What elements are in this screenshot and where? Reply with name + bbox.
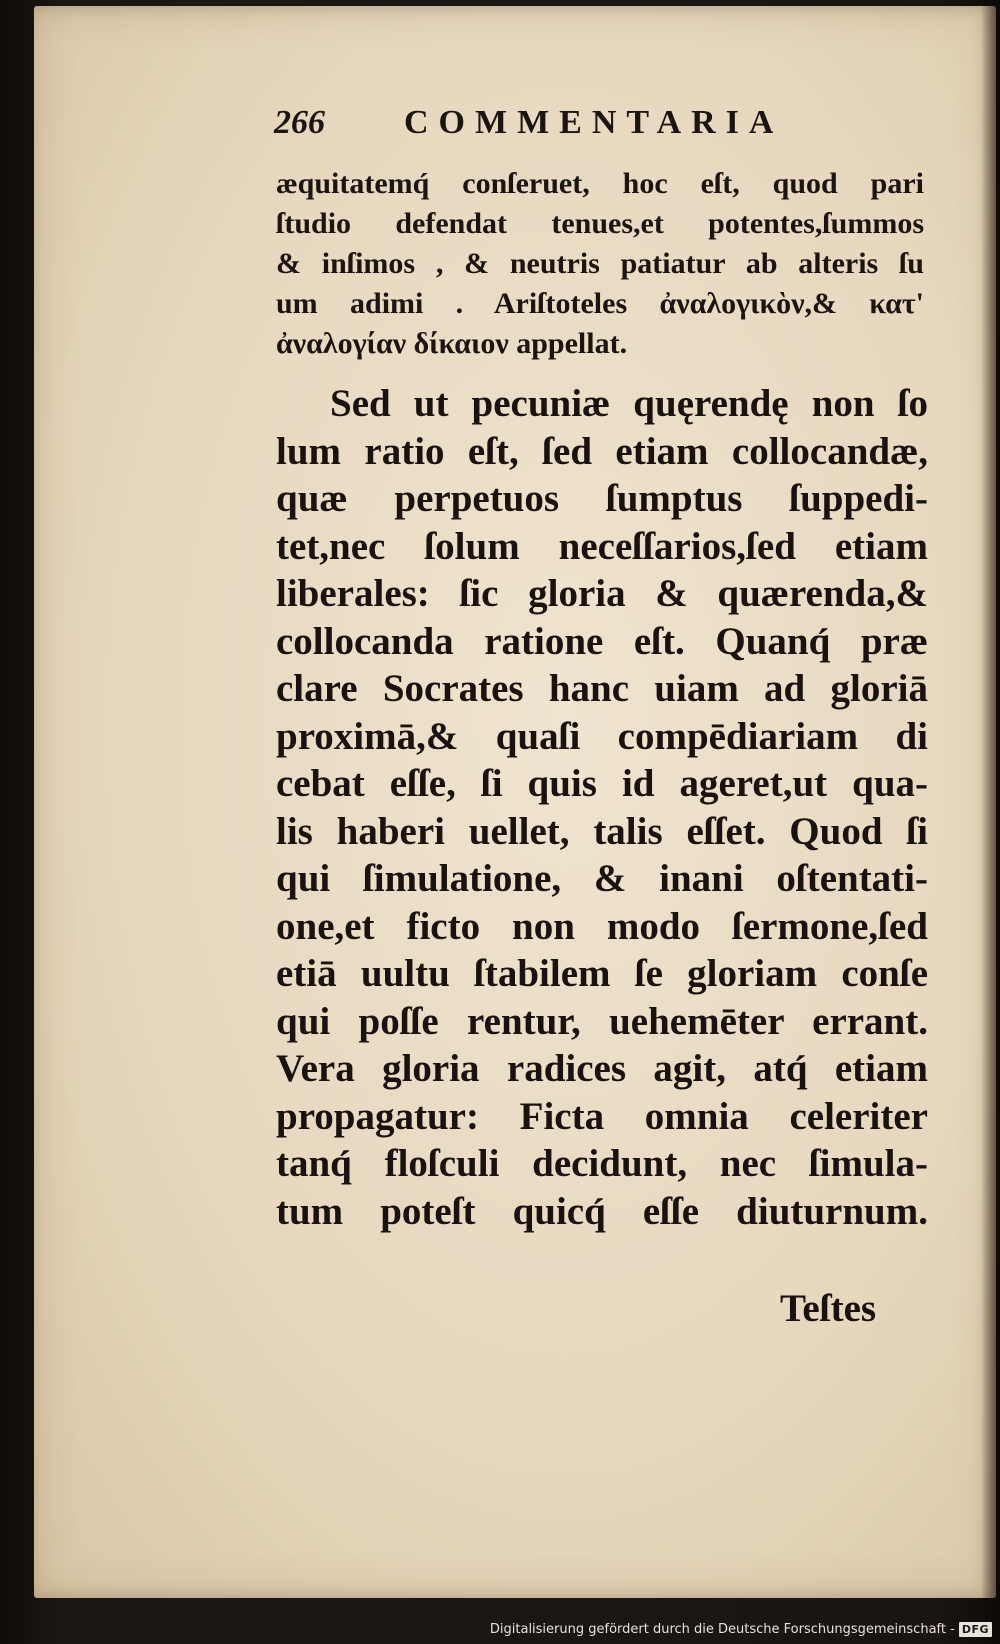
main-text — [276, 380, 928, 1235]
running-head: COMMENTARIA — [404, 104, 784, 141]
page-edge-shadow — [982, 6, 996, 1598]
text-line: quæ perpetuos ſumptus ſuppedi- — [276, 477, 928, 520]
page-number: 266 — [274, 104, 325, 141]
footer-credit: Digitalisierung gefördert durch die Deutsche Forschungsgemeinschaft - — [489, 1621, 955, 1637]
note-line: um adimi . Ariſtoteles ἀναλογικὸν,& κατ' — [276, 287, 924, 320]
digitization-footer — [490, 1618, 992, 1640]
text-line: lis haberi uellet, talis eſſet. Quod ſi — [276, 809, 928, 853]
text-line: propagatur: Ficta omnia celeriter — [276, 1094, 928, 1138]
text-line: liberales: ſic gloria & quærenda,& — [276, 572, 928, 615]
text-line: Vera gloria radices agit, atq́ etiam — [276, 1047, 928, 1090]
note-line: ἀναλογίαν δίκαιον appellat. — [276, 327, 628, 360]
text-line: proximā,& quaſi compēdiariam di — [276, 714, 928, 758]
text-line: collocanda ratione eſt. Quanq́ præ — [276, 619, 928, 663]
text-line: qui ſimulatione, & inani oſtentati- — [276, 857, 928, 900]
text-line: lum ratio eſt, ſed etiam collocandæ, — [276, 429, 928, 473]
text-line: tum poteſt quicq́ eſſe diuturnum. — [276, 1189, 928, 1233]
text-line: clare Socrates hanc uiam ad gloriā — [276, 667, 928, 710]
text-line: Sed ut pecuniæ quęrendę non ſo — [330, 382, 928, 425]
text-line: qui poſſe rentur, uehemēter errant. — [276, 999, 928, 1043]
commentary-note — [276, 164, 924, 364]
text-line: etiā uultu ſtabilem ſe gloriam conſe — [276, 952, 928, 995]
note-line: ſtudio defendat tenues,et potentes,ſummos — [276, 207, 924, 240]
text-line: tet,nec ſolum neceſſarios,ſed etiam — [276, 524, 928, 568]
dfg-logo: DFG — [959, 1622, 992, 1637]
page-header — [274, 104, 914, 152]
note-line: æquitatemq́ conſeruet, hoc eſt, quod pari — [276, 167, 924, 200]
text-line: tanq́ floſculi decidunt, nec ſimula- — [276, 1142, 928, 1185]
note-line: & inſimos , & neutris patiatur ab alteris ſu — [276, 247, 924, 280]
text-line: cebat eſſe, ſi quis id ageret,ut qua- — [276, 762, 928, 805]
catchword: Teſtes — [780, 1287, 877, 1330]
text-line: one,et ficto non modo ſermone,ſed — [276, 904, 928, 948]
